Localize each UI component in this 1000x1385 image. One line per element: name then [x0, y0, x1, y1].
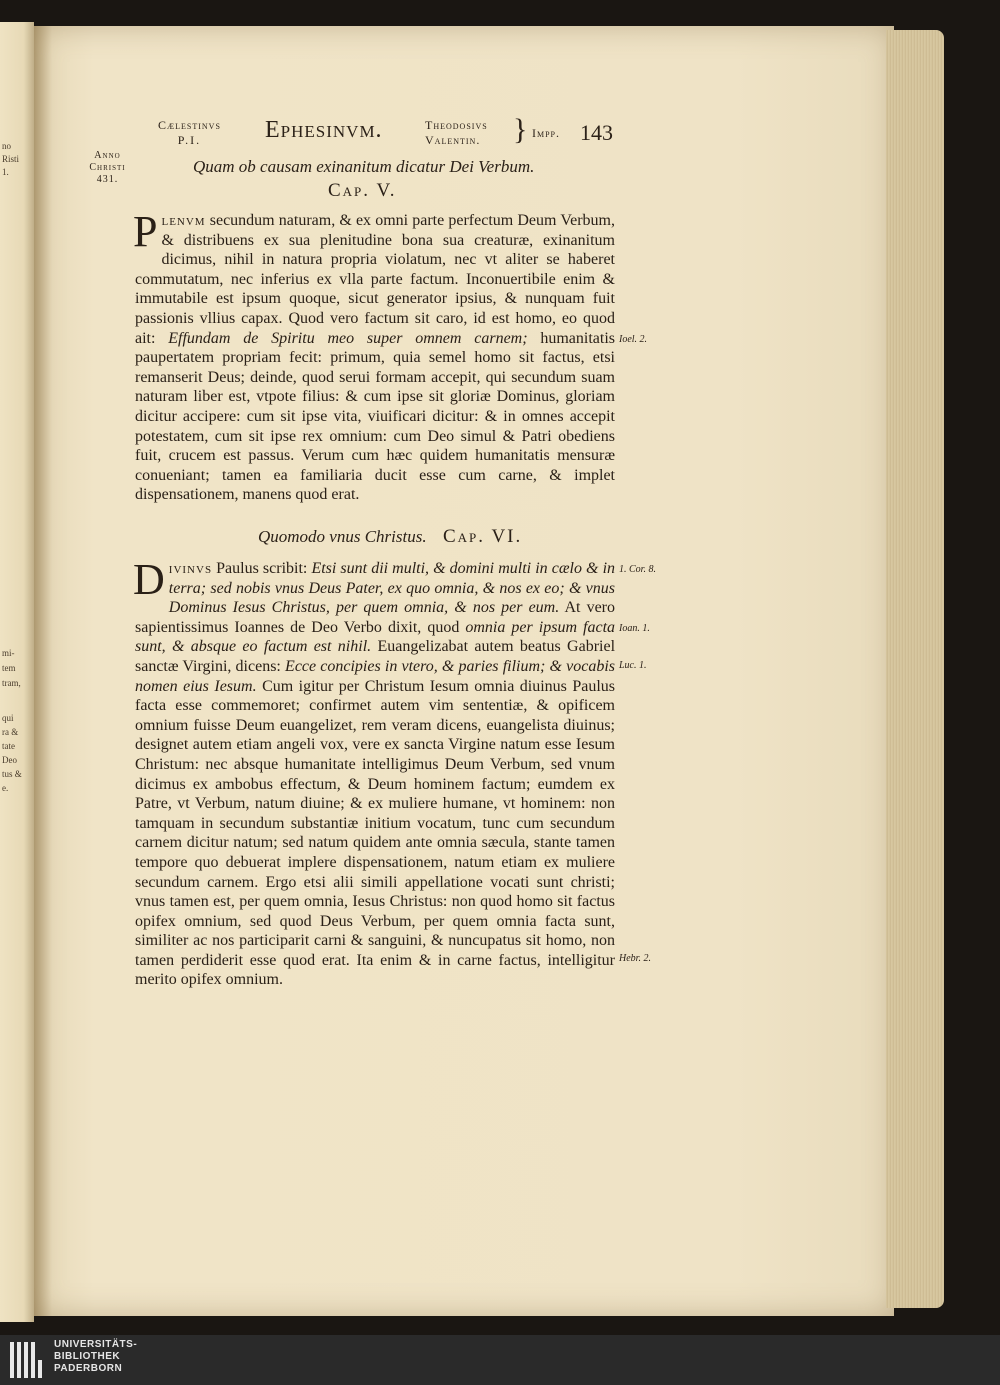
library-name-line: BIBLIOTHEK [54, 1351, 121, 1362]
page-edges [886, 30, 944, 1308]
lead-word: lenvm [161, 212, 206, 229]
left-fragment: tate [2, 741, 15, 751]
header-pope: Cælestinvs [158, 118, 221, 132]
anno-line: Christi [89, 162, 126, 173]
margin-reference: Hebr. 2. [619, 953, 651, 964]
anno-christi-note [80, 150, 135, 186]
dropcap-d: D [133, 555, 165, 604]
header-left [158, 118, 221, 148]
paragraph-text: secundum naturam, & ex omni parte perfectum Deum Verbum, & distribuens ex sua plenitudine bona sua creaturæ, exinanitum dicimus, nihil in natura propria violatum, nec vt aliter se haberet commutatum, nec inferius ex vlla parte factum. Inconuertibile enim & immutabile est ipsum quoque, sicut generator ipsius, & nunquam fuit passionis vllius capax. Quod vero factum sit caro, id est homo, eo quod ait: [135, 212, 616, 347]
left-fragment: qui [2, 713, 14, 723]
left-fragment: ra & [2, 727, 19, 737]
left-fragment: tem [2, 663, 16, 673]
left-fragment: tram, [2, 678, 21, 688]
anno-line: 431. [96, 174, 119, 185]
dropcap-p: P [133, 207, 158, 256]
left-fragment: Risti [2, 154, 20, 164]
chapter-5-body [133, 207, 616, 505]
header-impp: Impp. [532, 126, 561, 140]
left-fragment: Deo [2, 755, 17, 765]
chapter-6-body [133, 555, 616, 990]
chapter-5-cap: Cap. V. [328, 180, 397, 201]
scripture-quote: omnia per ipsum facta sunt, & absque eo factum est nihil. [135, 618, 616, 656]
left-fragment: no [2, 141, 11, 151]
header-pope-number: P.I. [177, 133, 202, 147]
header-title: Ephesinvm. [265, 117, 383, 143]
left-fragment: mi- [2, 648, 15, 658]
paragraph-text: At vero sapientissimus Ioannes de Deo Verbo dixit, quod [135, 599, 615, 636]
header-emperor-1: Theodosivs [425, 118, 488, 132]
left-fragment: e. [2, 783, 9, 793]
margin-reference: Ioel. 2. [619, 334, 648, 345]
chapter-6-title: Quomodo vnus Christus. [258, 527, 427, 546]
library-name-line: PADERBORN [54, 1363, 123, 1374]
scripture-quote: Etsi sunt dii multi, & domini multi in cælo & in terra; sed nobis vnus Deus Pater, ex quo omnia, & nos ex eo; & vnus Dominus Iesus Christus, per quem omnia, & nos per eum. [168, 560, 616, 617]
left-page-edge [0, 22, 34, 1322]
lead-word: ivinvs [168, 560, 213, 577]
header-right [425, 118, 488, 148]
chapter-5-title: Quam ob causam exinanitum dicatur Dei Verbum. [193, 157, 535, 176]
library-name-line: UNIVERSITÄTS- [54, 1339, 138, 1350]
header-brace: } [513, 113, 528, 146]
left-fragment: tus & [2, 769, 22, 779]
paragraph-text: Euangelizabat autem beatus Gabriel sanctæ Virgini, dicens: [135, 638, 616, 675]
page-number: 143 [580, 120, 613, 145]
left-fragment: 1. [2, 167, 9, 177]
scripture-quote: Ecce concipies in vtero, & paries filium; & vocabis nomen eius Iesum. [135, 657, 616, 695]
margin-reference: Ioan. 1. [619, 623, 650, 634]
anno-line: Anno [94, 150, 121, 161]
paragraph-text: humanitatis paupertatem propriam fecit: primum, quia semel homo sit factus, etsi remanserit Deus; deinde, quod serui formam accepit, qui secundum suam naturam liber est, vtpote filius: & cum ipse sit gloriæ Dominus, gloriam dicitur accipere: cum sit ipse vita, viuificari dicitur: & in omnes accepit potestatem, cum sit ipse rex omnium: cum Deo simul & Patri obediens fuit, crucem est passus. Verum cum hæc quidem humanitatis mensuræ conueniant; tamen ea familiaria ducit esse cum carne, & implet dispensationem, manens quod erat. [135, 329, 616, 504]
paragraph-text: Paulus scribit: [216, 560, 308, 577]
library-footer [0, 1335, 1000, 1385]
paragraph-text: Cum igitur per Christum Iesum omnia diuinus Paulus facta esse commemoret; confirmet autem vim sententiæ, & opificem omnium fuisse Deum euangelizet, rem veram dicens, euangelista diuinus; designet autem etiam angeli vox, vere ex sancta Virgine natum esse Iesum Christum: nec absque humanitate intelligimus Deum Verbum, sed vnum dicimus ex ambobus effectum, & Deum hominem factum; eumdem ex Patre, vt Verbum, natum diuine; & ex muliere humane, vt hominem: non tamquam in secundum substantiæ initium vocatum, tunc cum secundum carnem dicitur natum; sed natum quidem ante omnia sæcula, stante tamen tempore quo debuerat implere dispensationem, natum etiam ex muliere secundum carnem. Ergo etsi alii simili appellatione vocati sunt christi; vnus tamen est, per quem omnia, Iesus Christus: non quod homo sit factus opifex omnium, sed quod Deus Verbum, per quem omnia facta sunt, similiter ac nos participarit carni & sanguini, & nuncupatus sit homo, non tamen perdiderit esse quod erat. Ita enim & in carne factus, intelligitur merito opifex omnium. [135, 677, 616, 989]
chapter-6-cap: Cap. VI. [443, 526, 523, 547]
scripture-quote: Effundam de Spiritu meo super omnem carnem; [168, 329, 528, 347]
library-name [54, 1339, 137, 1375]
library-logo-icon [10, 1342, 50, 1378]
margin-reference: Luc. 1. [619, 660, 647, 671]
margin-reference: 1. Cor. 8. [619, 564, 656, 575]
header-emperor-2: Valentin. [425, 133, 481, 147]
